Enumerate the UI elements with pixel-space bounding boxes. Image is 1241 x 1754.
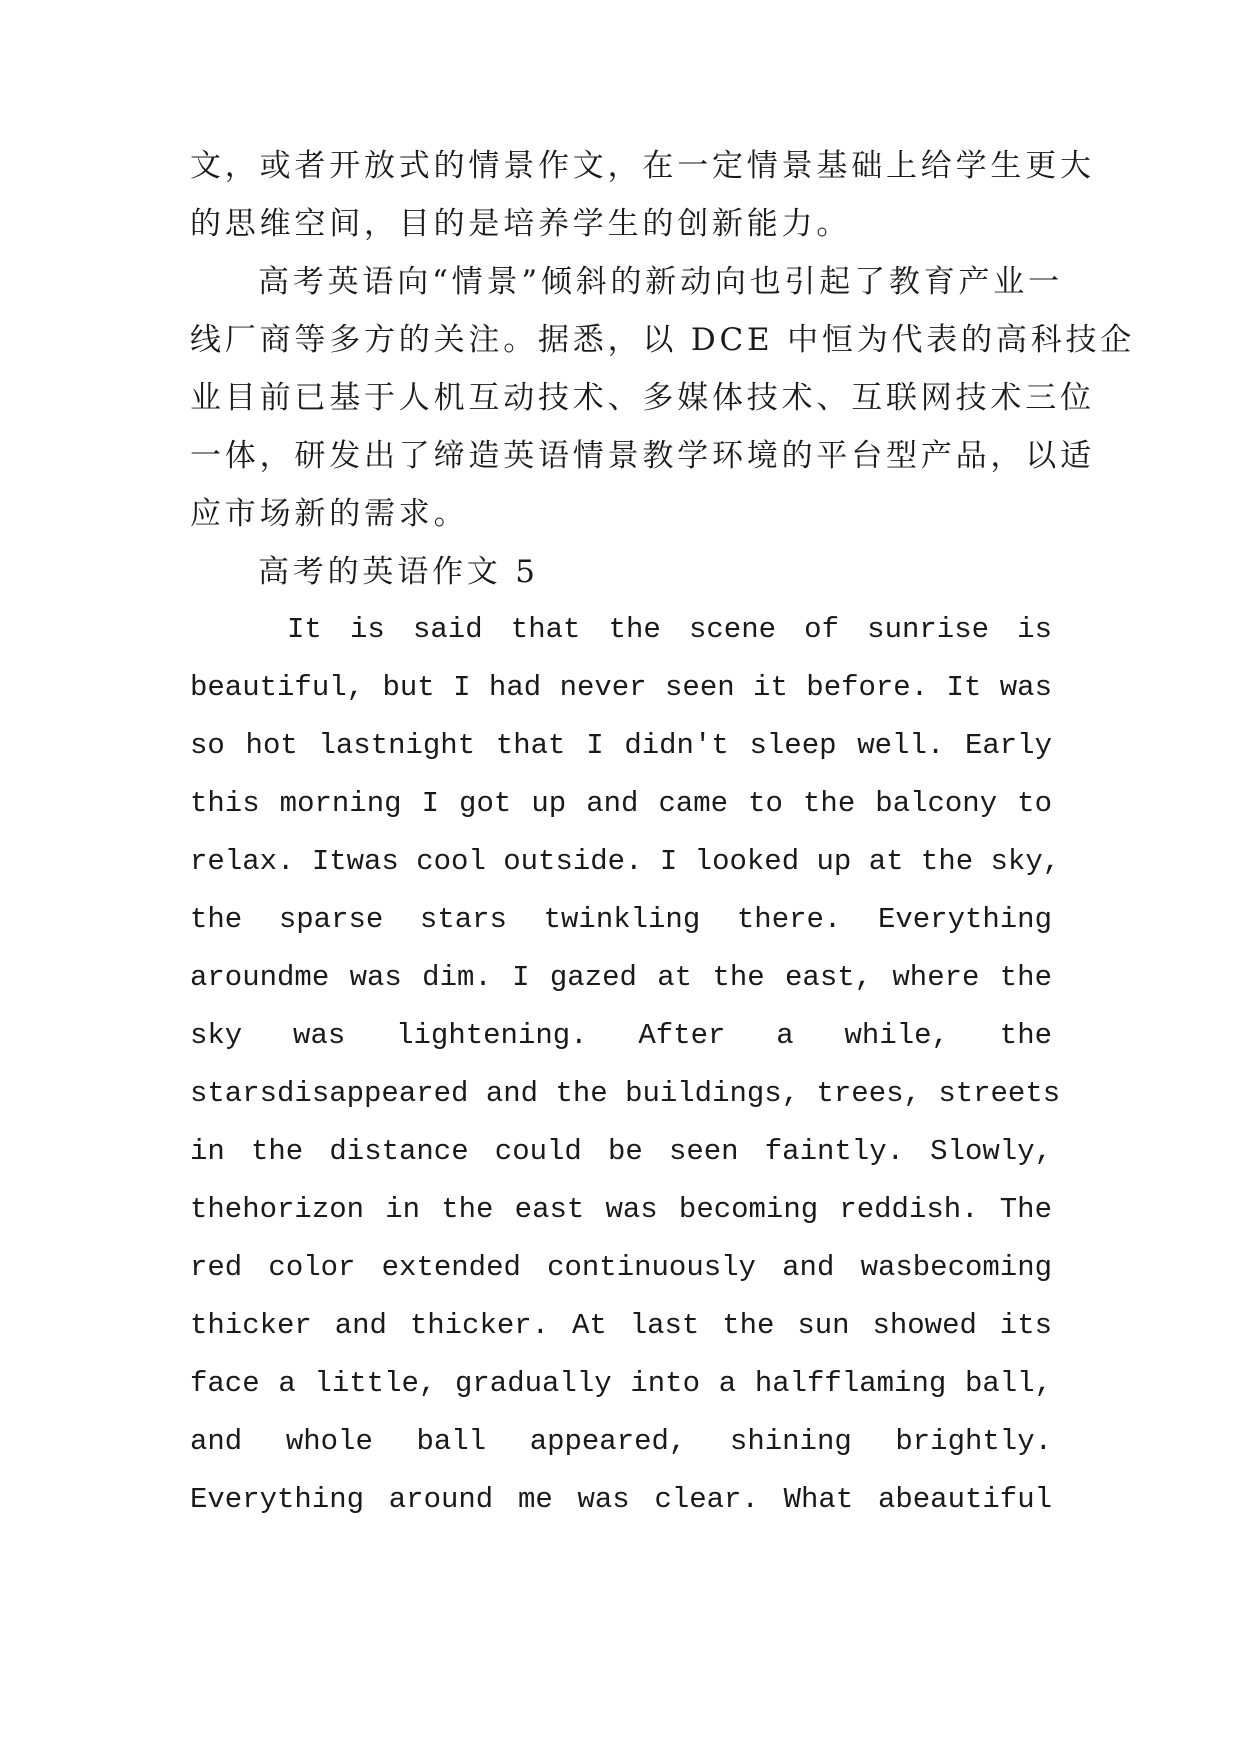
paragraph-line: 线厂商等多方的关注。据悉，以 DCE 中恒为代表的高科技企 [190, 322, 1136, 358]
essay-line: Everything around me was clear. What abeautiful [190, 1483, 1052, 1516]
section-heading: 高考的英语作文 5 [258, 554, 539, 590]
essay-line: aroundme was dim. I gazed at the east, where the [190, 961, 1052, 994]
essay-line: relax. Itwas cool outside. I looked up at the sky, [190, 845, 1061, 878]
essay-line: thicker and thicker. At last the sun showed its [190, 1309, 1052, 1342]
essay-line: the sparse stars twinkling there. Everything [190, 903, 1052, 936]
essay-line: so hot lastnight that I didn't sleep well. Early [190, 729, 1052, 762]
essay-line: red color extended continuously and wasbecoming [190, 1251, 1052, 1284]
paragraph-line: 一体，研发出了缔造英语情景教学环境的平台型产品，以适 [190, 438, 1095, 474]
essay-line: It is said that the scene of sunrise is [287, 613, 1052, 646]
essay-line: and whole ball appeared, shining brightly. [190, 1425, 1052, 1458]
paragraph-line: 高考英语向“情景”倾斜的新动向也引起了教育产业一 [258, 264, 1063, 300]
essay-line: starsdisappeared and the buildings, trees, streets [190, 1077, 1061, 1110]
essay-line: face a little, gradually into a halfflaming ball, [190, 1367, 1052, 1400]
paragraph-line: 应市场新的需求。 [190, 496, 469, 532]
paragraph-line: 业目前已基于人机互动技术、多媒体技术、互联网技术三位 [190, 380, 1095, 416]
essay-line: thehorizon in the east was becoming reddish. The [190, 1193, 1052, 1226]
essay-line: sky was lightening. After a while, the [190, 1019, 1052, 1052]
essay-line: beautiful, but I had never seen it before. It was [190, 671, 1052, 704]
essay-line: this morning I got up and came to the balcony to [190, 787, 1052, 820]
essay-line: in the distance could be seen faintly. Slowly, [190, 1135, 1052, 1168]
paragraph-line: 文，或者开放式的情景作文，在一定情景基础上给学生更大 [190, 148, 1095, 184]
paragraph-line: 的思维空间，目的是培养学生的创新能力。 [190, 206, 852, 242]
